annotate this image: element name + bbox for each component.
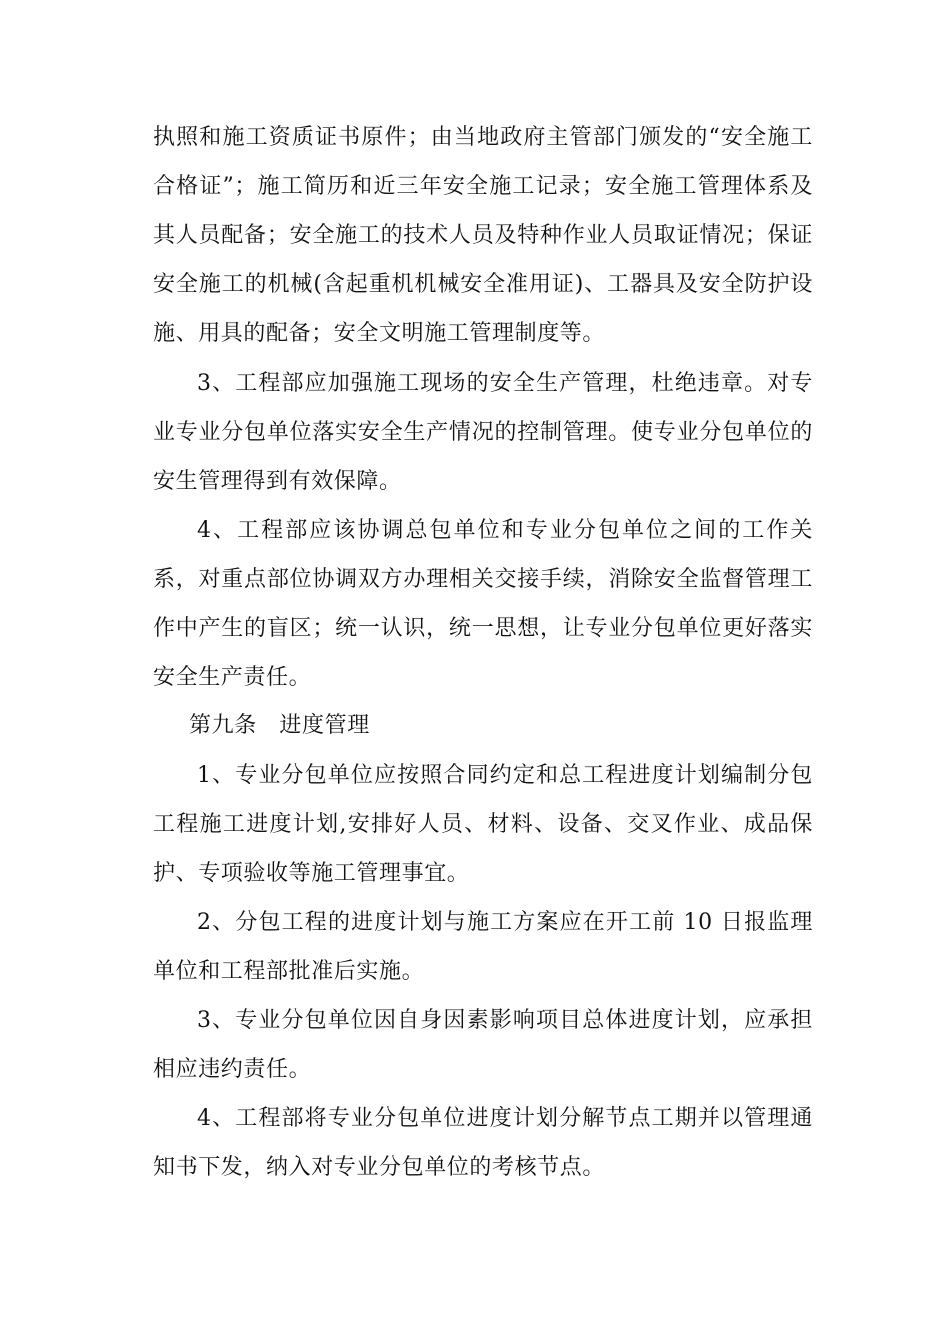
paragraph-coordination: 4、工程部应该协调总包单位和专业分包单位之间的工作关系，对重点部位协调双方办理相关交接手续，消除安全监督管理工作中产生的盲区；统一认识，统一思想，让专业分包单位更好落实安全生产责任。 — [153, 518, 813, 690]
section-heading-schedule-management: 第九条 进度管理 — [189, 713, 370, 738]
paragraph-safety-documents: 执照和施工资质证书原件；由当地政府主管部门颁发的“安全施工合格证”；施工简历和近三年安全施工记录；安全施工管理体系及其人员配备；安全施工的技术人员及特种作业人员取证情况；保证安全施工的机械(含起重机机械安全准用证)、工器具及安全防护设施、用具的配备；安全文明施工管理制度等。 — [153, 125, 813, 346]
paragraph-schedule-plan: 1、专业分包单位应按照合同约定和总工程进度计划编制分包工程施工进度计划,安排好人员、材料、设备、交叉作业、成品保护、专项验收等施工管理事宜。 — [153, 763, 813, 886]
paragraph-schedule-approval: 2、分包工程的进度计划与施工方案应在开工前 10 日报监理单位和工程部批准后实施。 — [153, 910, 813, 984]
paragraph-milestone-assessment: 4、工程部将专业分包单位进度计划分解节点工期并以管理通知书下发，纳入对专业分包单位的考核节点。 — [153, 1106, 813, 1180]
paragraph-site-safety-management: 3、工程部应加强施工现场的安全生产管理，杜绝违章。对专业专业分包单位落实安全生产情况的控制管理。使专业分包单位的安生管理得到有效保障。 — [153, 371, 813, 494]
paragraph-breach-liability: 3、专业分包单位因自身因素影响项目总体进度计划，应承担相应违约责任。 — [153, 1008, 813, 1082]
